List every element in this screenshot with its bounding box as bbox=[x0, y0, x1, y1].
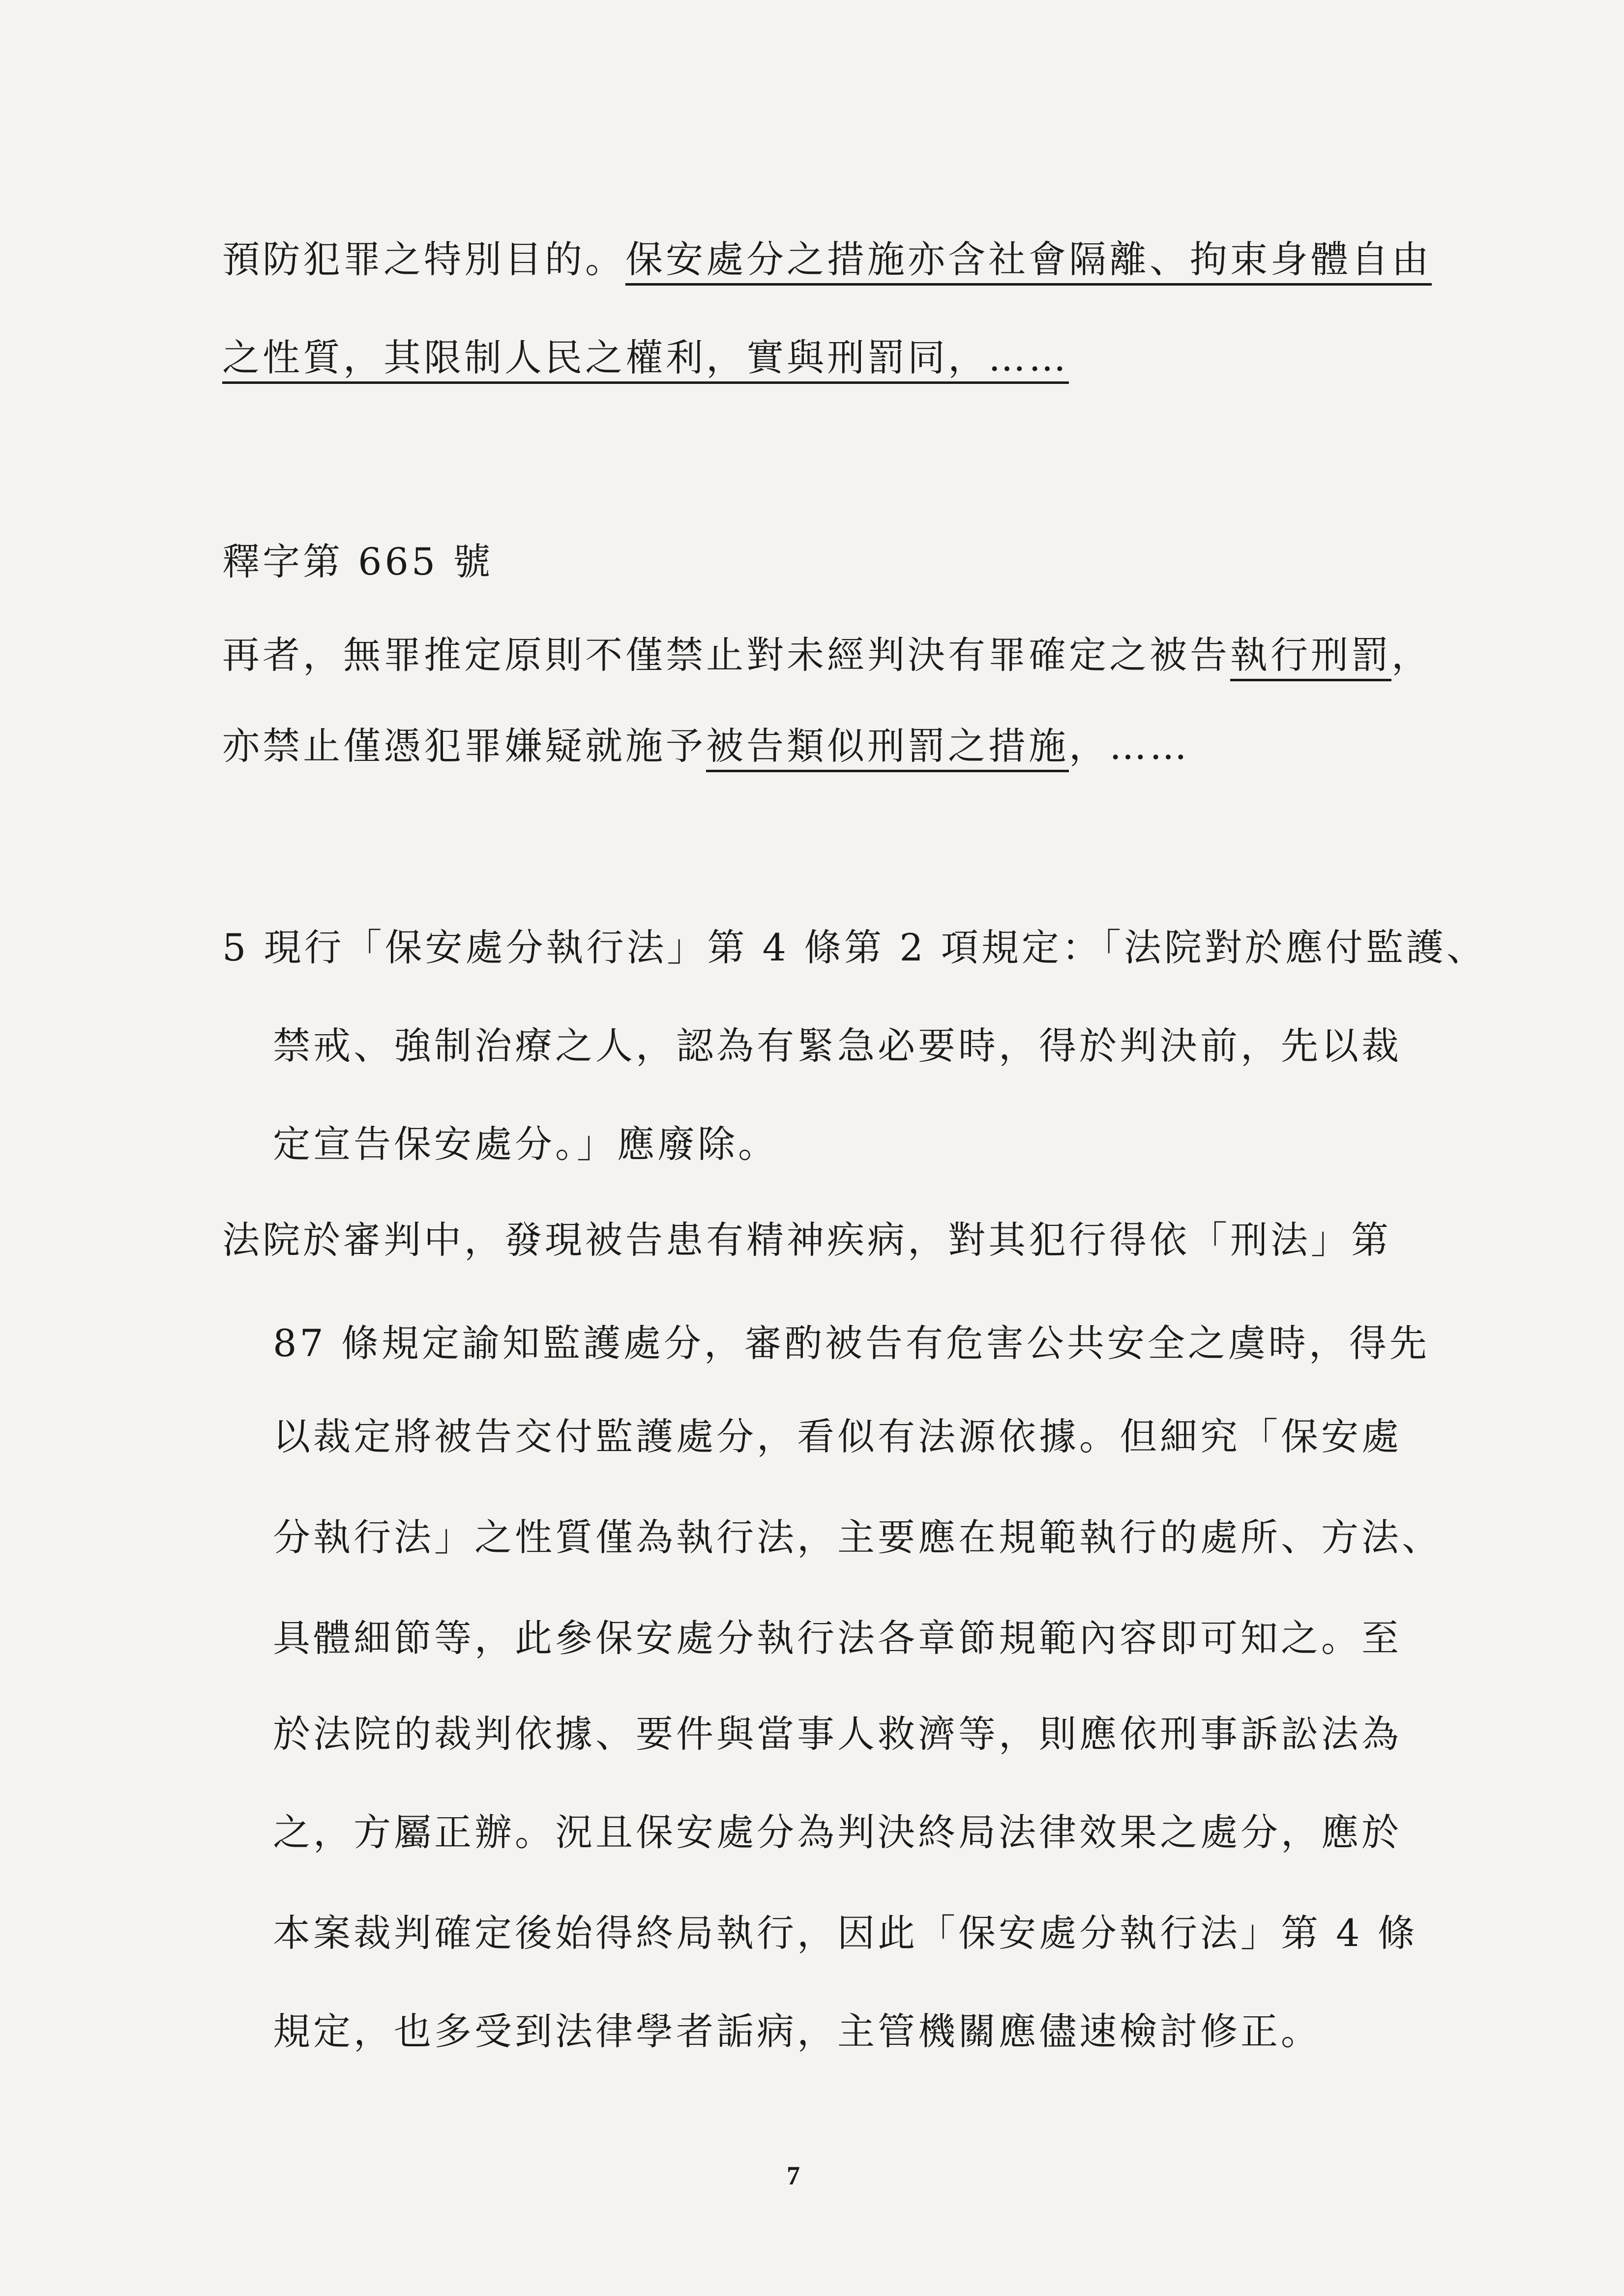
item5-body-line: 87 條規定諭知監護處分，審酌被告有危害公共安全之虞時，得先 bbox=[273, 1321, 1430, 1365]
item5-heading-line1: 5 現行「保安處分執行法」第 4 條第 2 項規定：「法院對於應付監護、 bbox=[222, 926, 1487, 969]
quote1-line1 bbox=[222, 237, 1432, 281]
item5-heading-line2: 禁戒、強制治療之人，認為有緊急必要時，得於判決前，先以裁 bbox=[273, 1024, 1402, 1068]
interp665-line2 bbox=[222, 724, 1190, 768]
interp665-line1-tail: ， bbox=[1391, 633, 1432, 677]
interp665-line1-plain: 再者，無罪推定原則不僅禁止對未經判決有罪確定之被告 bbox=[222, 633, 1230, 677]
quote1-line2: 之性質，其限制人民之權利，實與刑罰同，…… bbox=[222, 336, 1069, 379]
item5-heading-line3: 定宣告保安處分。」應廢除。 bbox=[273, 1122, 778, 1166]
interp665-line1-underlined: 執行刑罰 bbox=[1230, 633, 1391, 677]
item5-body-line: 法院於審判中，發現被告患有精神疾病，對其犯行得依「刑法」第 bbox=[222, 1218, 1391, 1262]
item5-body-line: 以裁定將被告交付監護處分，看似有法源依據。但細究「保安處 bbox=[273, 1415, 1402, 1458]
interp665-line2-tail: ，…… bbox=[1069, 724, 1190, 768]
quote1-line1-underlined: 保安處分之措施亦含社會隔離、拘束身體自由 bbox=[625, 237, 1432, 281]
item5-body-line: 分執行法」之性質僅為執行法，主要應在規範執行的處所、方法、 bbox=[273, 1515, 1442, 1559]
item5-body-line: 本案裁判確定後始得終局執行，因此「保安處分執行法」第 4 條 bbox=[273, 1911, 1418, 1955]
interp665-line2-plain: 亦禁止僅憑犯罪嫌疑就施予 bbox=[222, 724, 706, 768]
item5-body-line: 於法院的裁判依據、要件與當事人救濟等，則應依刑事訴訟法為 bbox=[273, 1712, 1402, 1756]
item5-body-line: 具體細節等，此參保安處分執行法各章節規範內容即可知之。至 bbox=[273, 1616, 1402, 1660]
quote1-line1-plain: 預防犯罪之特別目的。 bbox=[222, 237, 625, 281]
interp665-heading: 釋字第 665 號 bbox=[222, 540, 494, 583]
page-number: 7 bbox=[787, 2161, 800, 2190]
interp665-line1 bbox=[222, 633, 1432, 677]
item5-body-line: 規定，也多受到法律學者詬病，主管機關應儘速檢討修正。 bbox=[273, 2009, 1321, 2053]
interp665-line2-underlined: 被告類似刑罰之措施 bbox=[706, 724, 1069, 768]
item5-body-line: 之，方屬正辦。況且保安處分為判決終局法律效果之處分，應於 bbox=[273, 1810, 1402, 1854]
